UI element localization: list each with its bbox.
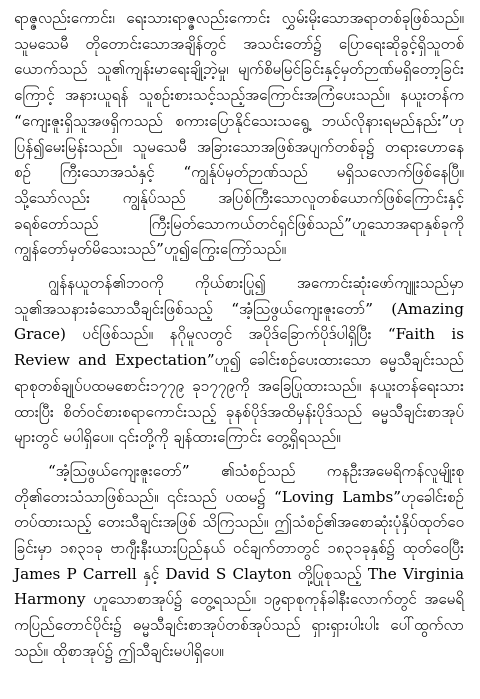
paragraph-gap — [14, 263, 464, 271]
paragraph-1: ရာဇ္ဇလည်းကောင်း၊ ရေးသားရာဇ္ဇလည်းကောင်း လွှမ်းမိုးသောအရာတစ်ခုဖြစ်သည်။ သူမသေမီ တိုတောင်းသောအချိန်တွင် အသင်းတော်၌ ပြောရေးဆိုခွင့်ရှိသူတစ်ယောက်သည် သူ၏ကျန်းမာရေးချို့ဘဲ့မှု၊ မျက်စိမမြင်ခြင်းနှင့်မှတ်ဉာဏ်မရှိတော့ခြင်းကြောင့် အနားယူရန် သူစဉ်းစားသင့်သည့်အကြောင်းအကြံပေးသည်။ နယူးတန်က “ကျေးဇူးရှိသူအဖရှိကသည် စကားပြောနိုင်သေးသရွေ့ ဘယ်လိုနားရမည်နည်း”ဟု ပြန်၍မေးမြန်းသည်။ သူမသေမီ အခြားသောအဖြစ်အပျက်တစ်ခု၌ တရားဟောနေစဉ် ကြီးသောအသံနှင့် “ကျွန်ုပ်မှတ်ဉာဏ်သည် မရှိသလောက်ဖြစ်နေပြီ။ သို့သော်လည်း ကျွန်ုပ်သည် အပြစ်ကြီးသောလူတစ်ယောက်ဖြစ်ကြောင်းနှင့် ခရစ်တော်သည် ကြီးမြတ်သောကယ်တင်ရှင်ဖြစ်သည်”ဟူသောအရာနှစ်ခုကို ကျွန်တော်မှတ်မိသေးသည်”ဟူ၍ကြွေးကြော်သည်။ — [14, 9, 464, 259]
paragraph-3: “အံ့သြဖွယ်ကျေးဇူးတော်” ၏သံစဉ်သည် ကနဦးအမေရိကန်လူမျိုးစုတို၏တေးသံသာဖြစ်သည်။ ၎င်းသည် ပထမ၌ “Loving Lambs”ဟုခေါင်းစဉ်တပ်ထားသည့် တေးသီချင်းအဖြစ် သိကြသည်။ ဤသံစဉ်၏အစောဆုံးပုံနှိပ်ထုတ်ဝေခြင်းမှာ ၁၈၃၁ခု ဗာဂျီးနီးယားပြည်နယ် ဝင်ချက်တာတွင် ၁၈၃၁ခုနှစ်၌ ထုတ်ဝေပြီး James P Carrell နှင့် David S Clayton တို့ပြုစုသည့် The Virginia Harmony ဟူသောစာအုပ်၌ တွေ့ရသည်။ ၁၉ရာစုကုန်ခါနီးလောက်တွင် အမေရိကပြည်တောင်ပိုင်း၌ ဓမ္မသီချင်းစာအုပ်တစ်အုပ်သည် ရှားရှားပါးပါး ပေါ်ထွက်လာသည်။ ထိုစာအုပ်၌ ဤသီချင်းမပါရှိပေ။ — [14, 461, 464, 660]
paragraph-gap — [14, 451, 464, 459]
paragraph-2: ဂျွန်နယူတန်၏ဘဝကို ကိုယ်စားပြု၍ အကောင်းဆုံးဖော်ကျူးသည်မှာ သူ၏အသနားခံသောသီချင်းဖြစ်သည့် “အံ့သြဖွယ်ကျေးဇူးတော်” (Amazing Grace) ပင်ဖြစ်သည်။ နဂိုမူလတွင် အပိုဒ်ခြောက်ပိုဒ်ပါရှိပြီး “Faith is Review and Expectation”ဟူ၍ ခေါင်းစဉ်ပေးထားသော ဓမ္မသီချင်းသည် ရာစုတစ်ချုပ်ပထမစောင်း၁၇၇၉ ခု၁၇၇၉ကို အခြေပြုထားသည်။ နယူးတန်ရေးသားထားပြီး စိတ်ဝင်စားစရာကောင်းသည့် ခုနစ်ပိုဒ်အထိမှန်းပိုဒ်သည် ဓမ္မသီချင်းစာအုပ်များတွင် မပါရှိပေ။ ၎င်းတို့ကို ချန်ထားကြောင်း တွေ့ရှိရသည်။ — [14, 274, 464, 447]
